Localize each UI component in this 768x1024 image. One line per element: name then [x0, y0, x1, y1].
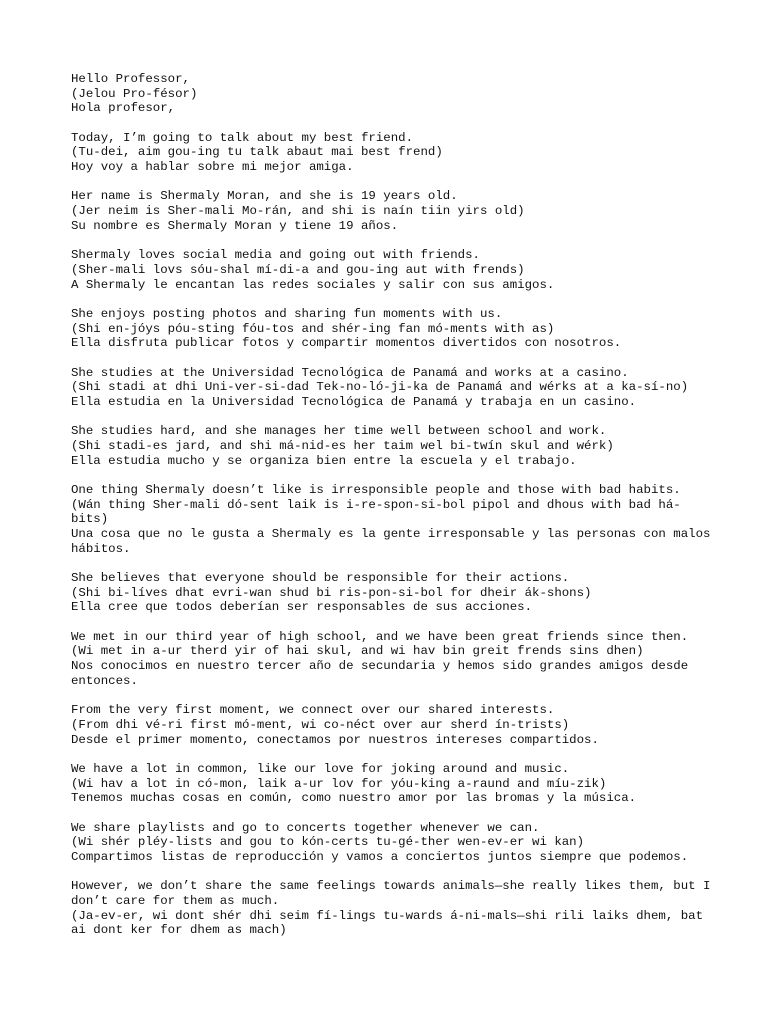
spanish-line: Compartimos listas de reproducción y vamos a conciertos juntos siempre que podemos. — [71, 849, 689, 864]
english-line: She studies at the Universidad Tecnológica de Panamá and works at a casino. — [71, 365, 629, 380]
spanish-line: Su nombre es Shermaly Moran y tiene 19 años. — [71, 218, 399, 233]
pronunciation-line: (Wi hav a lot in có-mon, laik a-ur lov for yóu-king a-raund and míu-zik) — [71, 776, 607, 791]
pronunciation-line: (Jer neim is Sher-mali Mo-rán, and shi is naín tiin yirs old) — [71, 204, 525, 219]
paragraph — [71, 248, 711, 292]
pronunciation-line: (Jelou Pro-fésor) — [71, 86, 198, 101]
spanish-line: A Shermaly le encantan las redes sociales y salir con sus amigos. — [71, 277, 555, 292]
english-line: Her name is Shermaly Moran, and she is 19 years old. — [71, 189, 458, 204]
spanish-line: Ella cree que todos deberían ser responsables de sus acciones. — [71, 600, 533, 615]
english-line: She studies hard, and she manages her time well between school and work. — [71, 424, 607, 439]
spanish-line: Hoy voy a hablar sobre mi mejor amiga. — [71, 160, 354, 175]
spanish-line: Desde el primer momento, conectamos por nuestros intereses compartidos. — [71, 732, 599, 747]
english-line: Today, I’m going to talk about my best friend. — [71, 130, 414, 145]
pronunciation-line: (Wi shér pléy-lists and gou to kón-certs tu-gé-ther wen-ev-er wi kan) — [71, 835, 585, 850]
paragraph — [71, 482, 718, 557]
english-line: We share playlists and go to concerts together whenever we can. — [71, 820, 540, 835]
paragraph — [71, 630, 711, 689]
spanish-line: Ella estudia mucho y se organiza bien entre la escuela y el trabajo. — [71, 453, 577, 468]
spanish-line: Hola profesor, — [71, 101, 176, 116]
paragraph — [71, 366, 711, 410]
paragraph — [71, 189, 711, 233]
spanish-line: Una cosa que no le gusta a Shermaly es la gente irresponsable y las personas con malos hábitos. — [71, 527, 718, 556]
spanish-line: Ella disfruta publicar fotos y compartir momentos divertidos con nosotros. — [71, 336, 622, 351]
english-line: Hello Professor, — [71, 72, 190, 86]
english-line: However, we don’t share the same feelings towards animals—she really likes them, but I don’t care for them as much. — [71, 879, 718, 908]
english-line: She believes that everyone should be responsible for their actions. — [71, 571, 570, 586]
english-line: From the very first moment, we connect over our shared interests. — [71, 703, 555, 718]
document-body — [71, 72, 718, 953]
spanish-line: Nos conocimos en nuestro tercer año de secundaria y hemos sido grandes amigos desde entonces. — [71, 659, 696, 688]
paragraph — [71, 703, 711, 747]
pronunciation-line: (Shi stadi at dhi Uni-ver-si-dad Tek-no-ló-ji-ka de Panamá and wérks at a ka-sí-no) — [71, 380, 689, 395]
pronunciation-line: (Wán thing Sher-mali dó-sent laik is i-re-spon-si-bol pipol and dhous with bad há-bits) — [71, 497, 681, 527]
paragraph — [71, 131, 711, 175]
english-line: Shermaly loves social media and going out with friends. — [71, 248, 480, 263]
pronunciation-line: (Ja-ev-er, wi dont shér dhi seim fí-lings tu-wards á-ni-mals—shi rili laiks dhem, bat ai dont ker for dhem as mach) — [71, 908, 711, 938]
pronunciation-line: (Shi stadi-es jard, and shi má-nid-es her taim wel bi-twín skul and wérk) — [71, 438, 614, 453]
english-line: She enjoys posting photos and sharing fun moments with us. — [71, 306, 503, 321]
pronunciation-line: (Wi met in a-ur therd yir of hai skul, and wi hav bin greit frends sins dhen) — [71, 644, 644, 659]
paragraph — [71, 571, 711, 615]
english-line: One thing Shermaly doesn’t like is irresponsible people and those with bad habits. — [71, 482, 681, 497]
paragraph — [71, 879, 718, 938]
english-line: We have a lot in common, like our love for joking around and music. — [71, 761, 570, 776]
spanish-line: Ella estudia en la Universidad Tecnológica de Panamá y trabaja en un casino. — [71, 394, 637, 409]
pronunciation-line: (Sher-mali lovs sóu-shal mí-di-a and gou-ing aut with frends) — [71, 262, 525, 277]
spanish-line: Tenemos muchas cosas en común, como nuestro amor por las bromas y la música. — [71, 791, 637, 806]
pronunciation-line: (Tu-dei, aim gou-ing tu talk abaut mai best frend) — [71, 145, 443, 160]
pronunciation-line: (Shi en-jóys póu-sting fóu-tos and shér-ing fan mó-ments with as) — [71, 321, 555, 336]
paragraph — [71, 307, 711, 351]
english-line: We met in our third year of high school, and we have been great friends since then. — [71, 629, 689, 644]
paragraph — [71, 72, 711, 116]
pronunciation-line: (Shi bi-líves dhat evri-wan shud bi ris-pon-si-bol for dheir ák-shons) — [71, 585, 592, 600]
paragraph — [71, 821, 711, 865]
paragraph — [71, 762, 711, 806]
pronunciation-line: (From dhi vé-ri first mó-ment, wi co-néct over aur sherd ín-trists) — [71, 717, 570, 732]
paragraph — [71, 424, 711, 468]
